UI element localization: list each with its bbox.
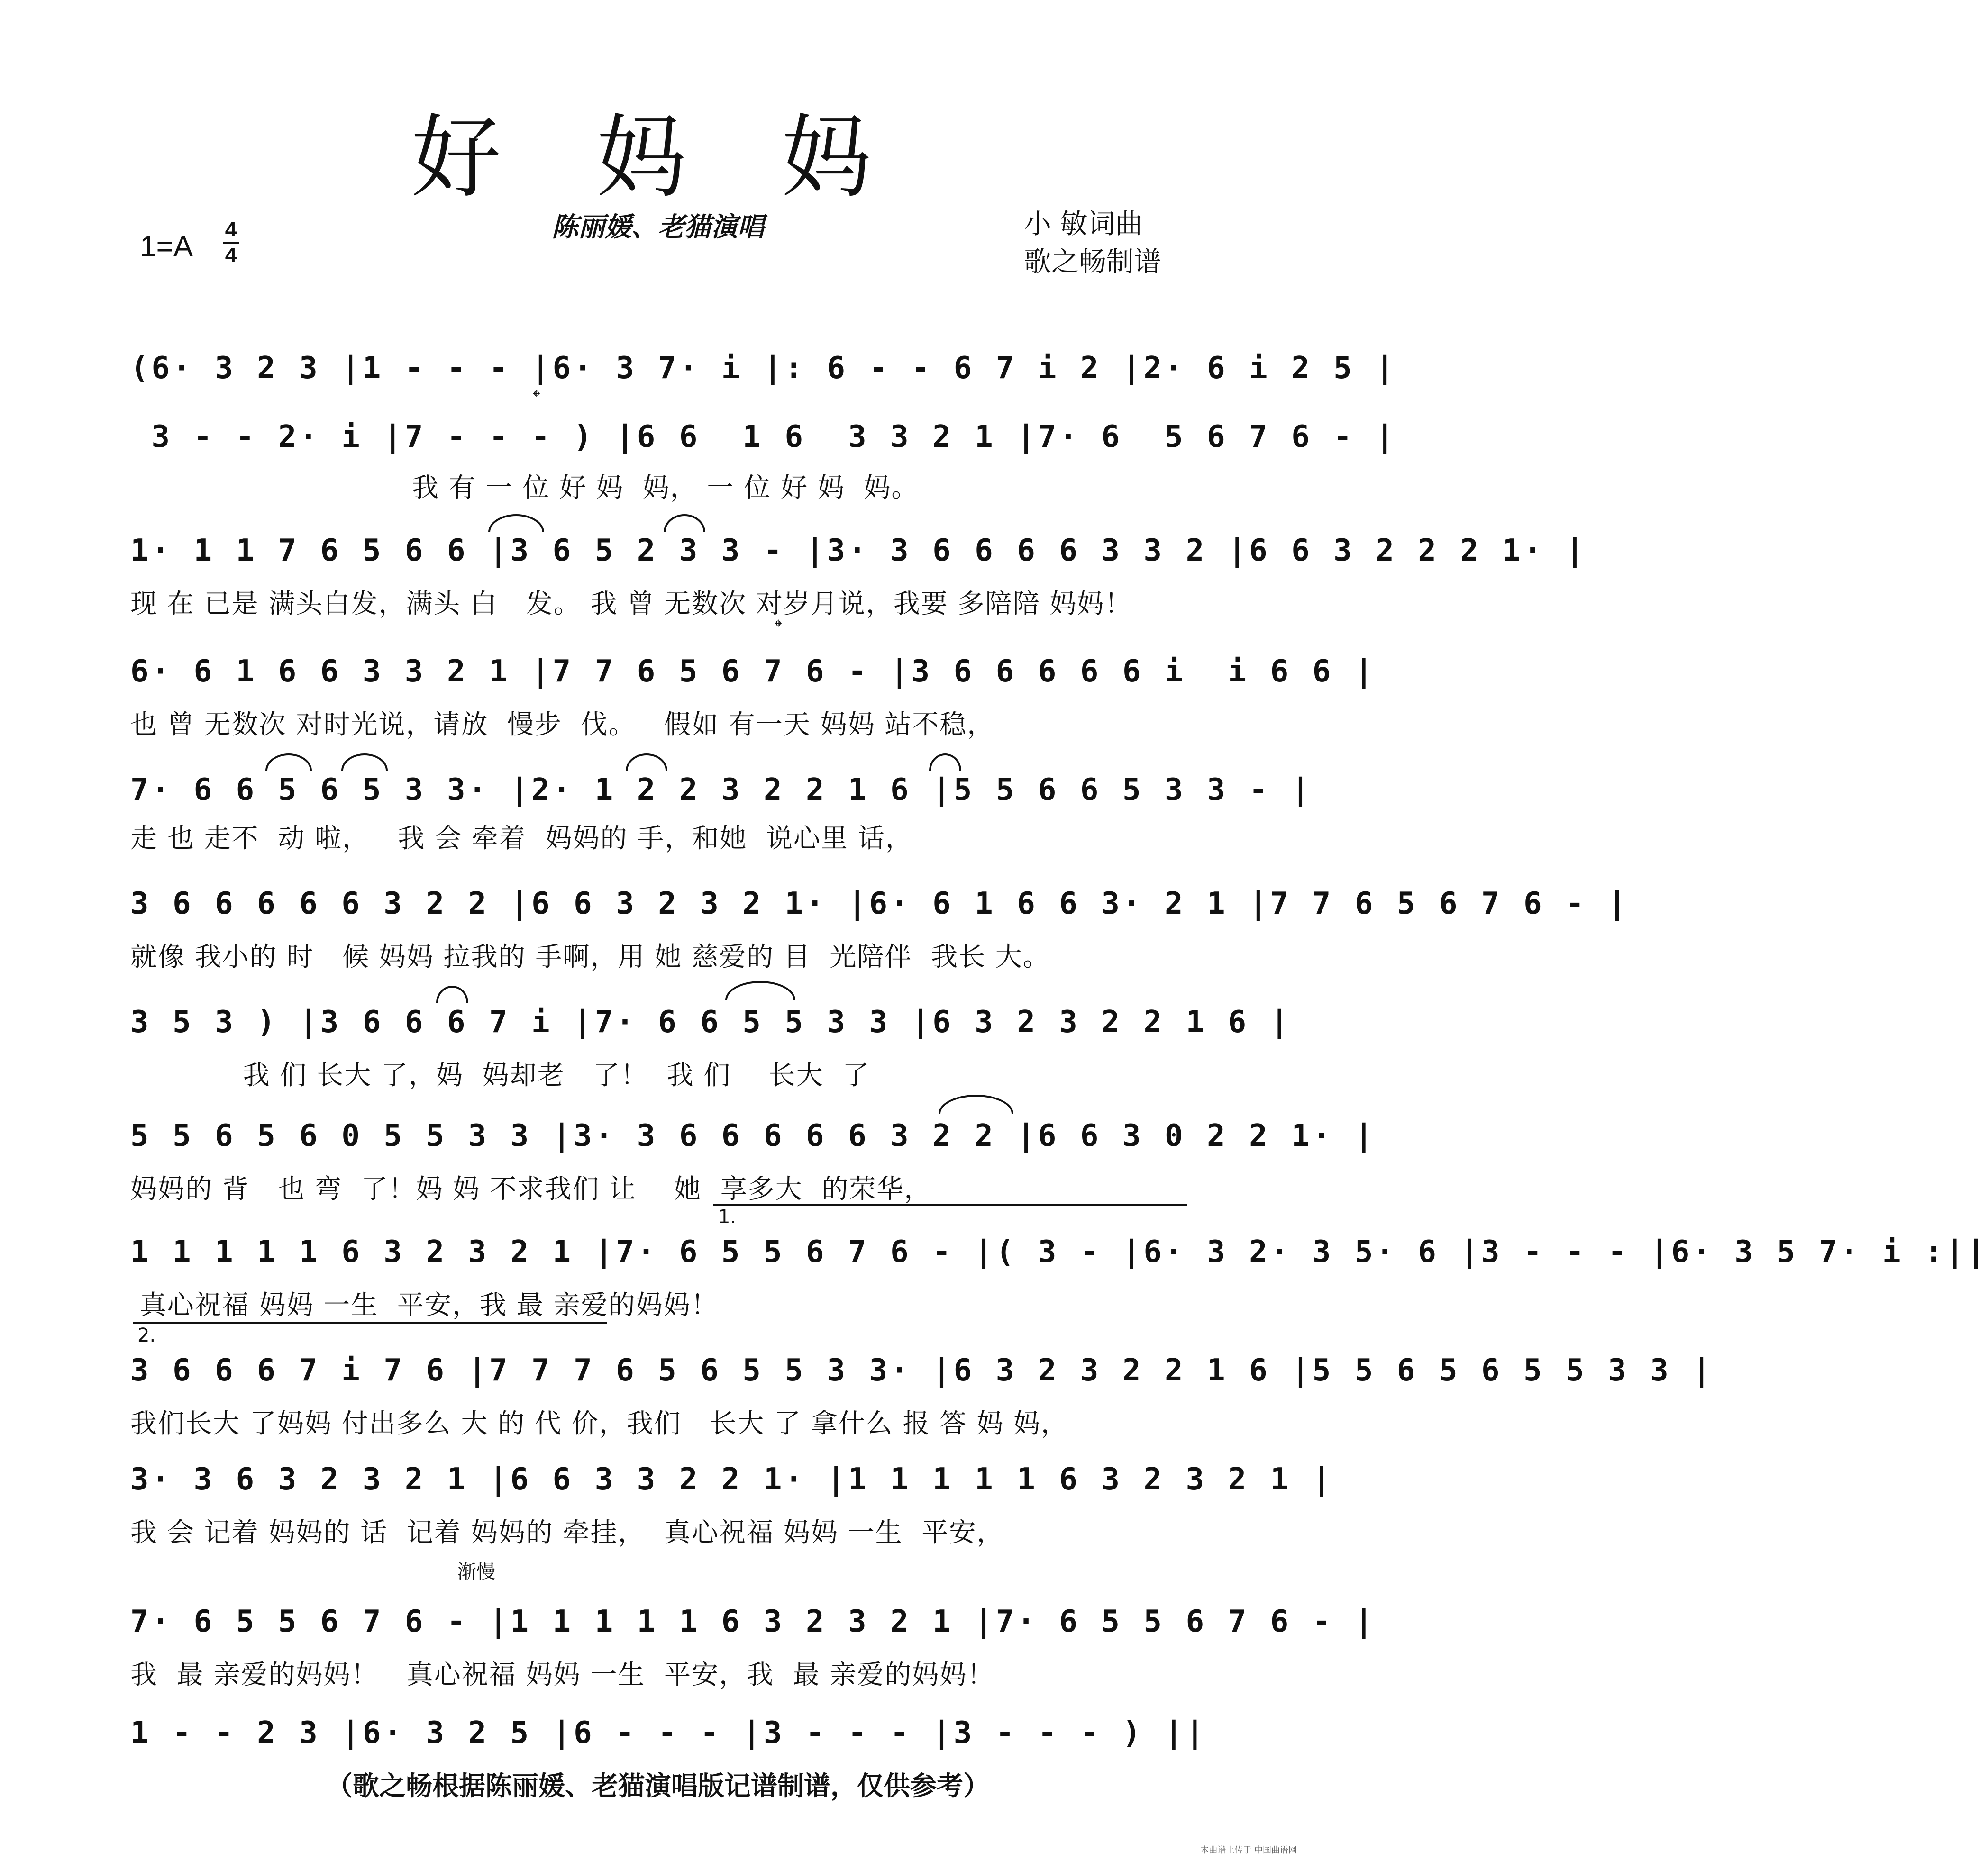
notation-system-13: 1 - - 2 3 |6· 3 2 5 |6 - - - |3 - - - |3 - - - ) || — [130, 1716, 1207, 1751]
volta-1-label: 1. — [718, 1206, 737, 1228]
lyrics-system-8: 妈妈的 背 也 弯 了！妈 妈 不求我们 让 她 享多大 的荣华， — [130, 1174, 932, 1205]
lyrics-system-2: 我 有 一 位 好 妈 妈， 一 位 好 妈 妈。 — [130, 472, 919, 503]
slur — [664, 514, 705, 532]
lyrics-system-5: 走 也 走不 动 啦， 我 会 牵着 妈妈的 手，和她 说心里 话， — [130, 823, 913, 854]
key-signature: 1=A — [140, 230, 193, 263]
notation-system-12: 7· 6 5 5 6 7 6 - |1 1 1 1 1 6 3 2 3 2 1 |7· 6 5 5 6 7 6 - | — [130, 1604, 1376, 1639]
slur — [929, 753, 961, 771]
slur — [265, 753, 312, 771]
lyrics-system-3: 现 在 已是 满头白发，满头 白 发。 我 曾 无数次 对岁月说，我要 多陪陪 妈妈！ — [130, 589, 1132, 619]
coda-sign-2: 𝄌 — [775, 616, 782, 638]
watermark: 本曲谱上传于 中国曲谱网 — [1200, 1845, 1297, 1855]
notation-system-9: 1 1 1 1 1 6 3 2 3 2 1 |7· 6 5 5 6 7 6 - |( 3 - |6· 3 2· 3 5· 6 |3 - - - |6· 3 5 7· i :|| — [130, 1235, 1988, 1270]
ritardando-marking: 渐慢 — [457, 1561, 495, 1583]
slur — [626, 753, 667, 771]
footer-note: （歌之畅根据陈丽媛、老猫演唱版记谱制谱，仅供参考） — [326, 1771, 990, 1802]
slur — [939, 1095, 1013, 1114]
volta-2-bracket — [133, 1322, 607, 1324]
lyrics-system-10: 我们长大 了妈妈 付出多么 大 的 代 价，我们 长大 了 拿什么 报 答 妈 妈， — [130, 1408, 1069, 1439]
notation-system-3: 1· 1 1 7 6 5 6 6 |3 6 5 2 3 3 - |3· 3 6 6 6 6 3 3 2 |6 6 3 2 2 2 1· | — [130, 533, 1587, 568]
coda-sign-1: 𝄌 — [533, 386, 540, 408]
notation-system-8: 5 5 6 5 6 0 5 5 3 3 |3· 3 6 6 6 6 6 3 2 2 |6 6 3 0 2 2 1· | — [130, 1118, 1376, 1153]
notation-system-1: (6· 3 2 3 |1 - - - |6· 3 7· i |: 6 - - 6 7 i 2 |2· 6 i 2 5 | — [130, 351, 1397, 386]
slur — [341, 753, 388, 771]
volta-2-label: 2. — [137, 1325, 156, 1346]
singers: 陈丽媛、老猫演唱 — [552, 212, 764, 243]
notation-system-5: 7· 6 6 5 6 5 3 3· |2· 1 2 2 3 2 2 1 6 |5 5 6 6 5 3 3 - | — [130, 772, 1313, 808]
lyrics-system-9: 真心祝福 妈妈 一生 平安，我 最 亲爱的妈妈！ — [130, 1290, 719, 1321]
lyrics-system-4: 也 曾 无数次 对时光说，请放 慢步 伐。 假如 有一天 妈妈 站不稳， — [130, 709, 995, 740]
notation-system-6: 3 6 6 6 6 6 3 2 2 |6 6 3 2 3 2 1· |6· 6 1 6 6 3· 2 1 |7 7 6 5 6 7 6 - | — [130, 886, 1629, 921]
slur — [725, 981, 795, 1000]
volta-1-bracket — [713, 1204, 1187, 1206]
lyrics-system-12: 我 最 亲爱的妈妈！ 真心祝福 妈妈 一生 平安，我 最 亲爱的妈妈！ — [130, 1660, 995, 1690]
slur — [436, 986, 468, 1003]
meter-top: 4 — [225, 218, 237, 241]
lyrics-system-6: 就像 我小的 时 候 妈妈 拉我的 手啊，用 她 慈爱的 目 光陪伴 我长 大。 — [130, 942, 1050, 972]
lyrics-system-11: 我 会 记着 妈妈的 话 记着 妈妈的 牵挂， 真心祝福 妈妈 一生 平安， — [130, 1517, 1004, 1548]
notation-system-10: 3 6 6 6 7 i 7 6 |7 7 7 6 5 6 5 5 3 3· |6 3 2 3 2 2 1 6 |5 5 6 5 6 5 5 3 3 | — [130, 1353, 1714, 1388]
slur — [488, 514, 544, 532]
notation-system-2: 3 - - 2· i |7 - - - ) |6 6 1 6 3 3 2 1 |7· 6 5 6 7 6 - | — [130, 419, 1397, 454]
meter-bottom: 4 — [225, 244, 237, 267]
credit-lyricist-composer: 小 敏词曲 — [1024, 208, 1143, 240]
lyrics-system-7: 我 们 长大 了，妈 妈却老 了！ 我 们 长大 了 — [130, 1060, 870, 1091]
notation-system-4: 6· 6 1 6 6 3 3 2 1 |7 7 6 5 6 7 6 - |3 6 6 6 6 6 i i 6 6 | — [130, 654, 1376, 689]
credit-transcriber: 歌之畅制谱 — [1024, 245, 1162, 278]
song-title: 好 妈 妈 — [411, 105, 905, 210]
notation-system-7: 3 5 3 ) |3 6 6 6 7 i |7· 6 6 5 5 3 3 |6 3 2 3 2 2 1 6 | — [130, 1005, 1292, 1040]
notation-system-11: 3· 3 6 3 2 3 2 1 |6 6 3 3 2 2 1· |1 1 1 1 1 6 3 2 3 2 1 | — [130, 1462, 1334, 1497]
